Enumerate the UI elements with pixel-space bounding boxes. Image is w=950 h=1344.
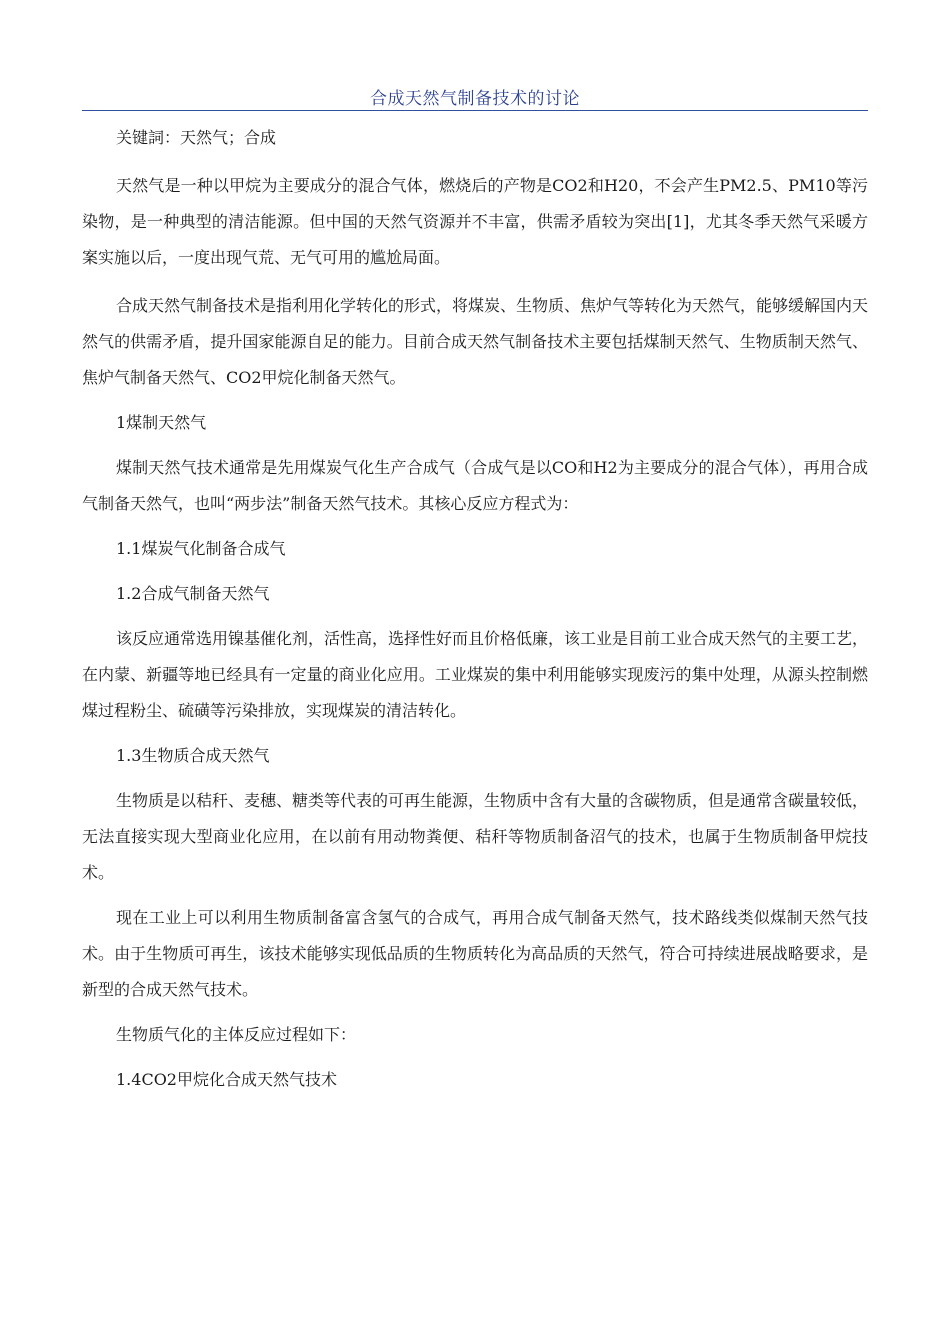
paragraph-definition: 合成天然气制备技术是指利用化学转化的形式，将煤炭、生物质、焦炉气等转化为天然气，能够缓解国内天然气的供需矛盾，提升国家能源自足的能力。目前合成天然气制备技术主要包括煤制天然气、生物质制天然气、焦炉气制备天然气、CO2甲烷化制备天然气。 — [82, 296, 869, 387]
paragraph-intro: 天然气是一种以甲烷为主要成分的混合气体，燃烧后的产物是CO2和H20，不会产生PM2.5、PM10等污染物，是一种典型的清洁能源。但中国的天然气资源并不丰富，供需矛盾较为突出[1]，尤其冬季天然气采暖方案实施以后，一度出现气荒、无气可用的尴尬局面。 — [82, 176, 868, 267]
paragraph-biomass: 生物质是以秸秆、麦穗、糖类等代表的可再生能源，生物质中含有大量的含碳物质，但是通常含碳量较低，无法直接实现大型商业化应用，在以前有用动物粪便、秸秆等物质制备沼气的技术，也属于生物质制备甲烷技术。 — [82, 791, 869, 882]
paragraph-biomass-reaction: 生物质气化的主体反应过程如下： — [116, 1025, 357, 1044]
paragraph-biomass-industry: 现在工业上可以利用生物质制备富含氢气的合成气，再用合成气制备天然气，技术路线类似煤制天然气技术。由于生物质可再生，该技术能够实现低品质的生物质转化为高品质的天然气，符合可持续进展战略要求，是新型的合成天然气技术。 — [82, 908, 868, 999]
section-heading-1-3: 1.3生物质合成天然气 — [116, 746, 270, 765]
section-heading-1-2: 1.2合成气制备天然气 — [116, 584, 270, 603]
section-heading-1-1: 1.1煤炭气化制备合成气 — [116, 539, 286, 558]
paragraph-catalyst: 该反应通常选用镍基催化剂，活性高，选择性好而且价格低廉，该工业是目前工业合成天然气的主要工艺，在内蒙、新疆等地已经具有一定量的商业化应用。工业煤炭的集中利用能够实现废污的集中处理，从源头控制燃煤过程粉尘、硫磺等污染排放，实现煤炭的清洁转化。 — [82, 629, 869, 720]
document-title: 合成天然气制备技术的讨论 — [370, 89, 580, 109]
keywords-line: 关键詞：天然气；合成 — [116, 128, 277, 147]
document-body — [82, 120, 868, 1098]
paragraph-coal-gas: 煤制天然气技术通常是先用煤炭气化生产合成气（合成气是以CO和H2为主要成分的混合气体），再用合成气制备天然气，也叫“两步法”制备天然气技术。其核心反应方程式为： — [82, 458, 868, 513]
section-heading-1-4: 1.4CO2甲烷化合成天然气技术 — [116, 1070, 337, 1089]
section-heading-1: 1煤制天然气 — [116, 413, 207, 432]
document-header — [82, 82, 868, 111]
